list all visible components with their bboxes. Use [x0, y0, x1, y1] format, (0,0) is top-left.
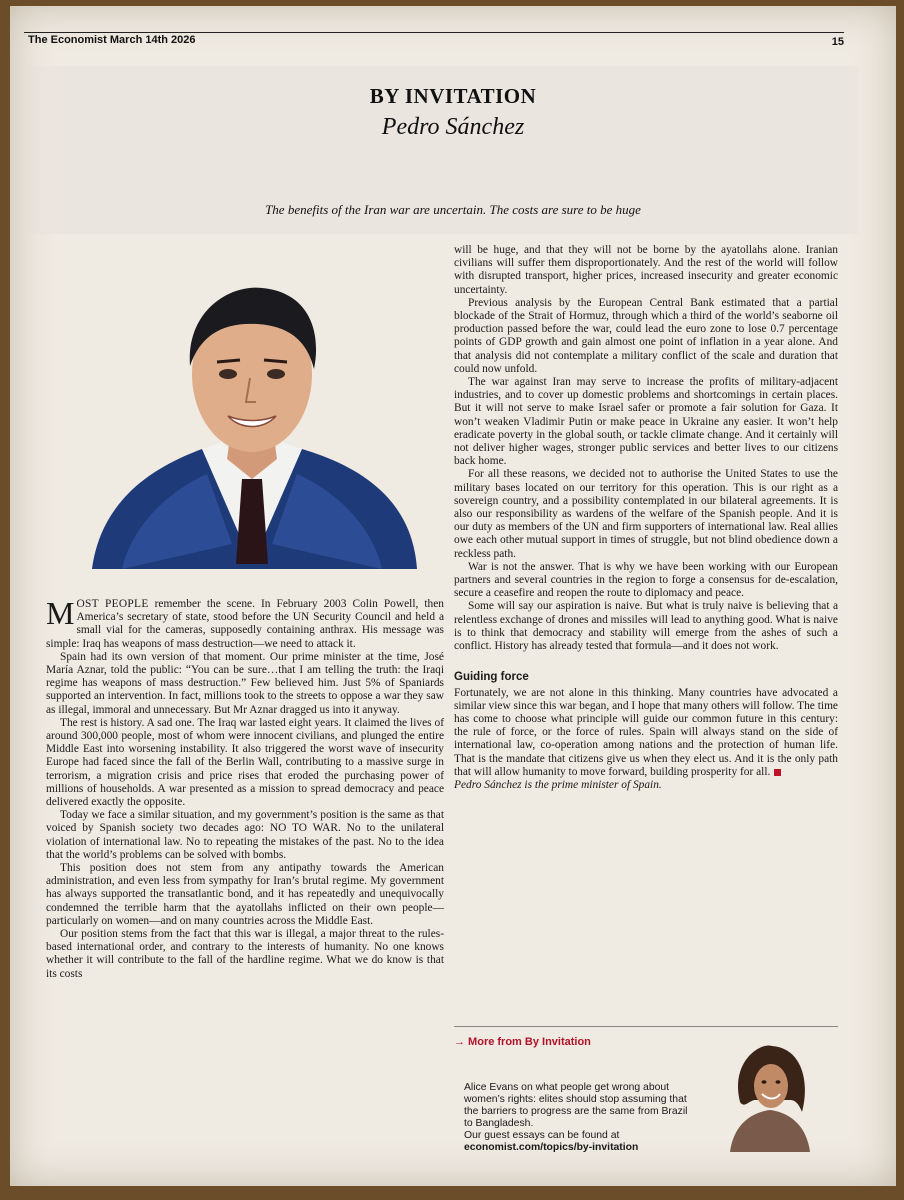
paragraph-text: Fortunately, we are not alone in this thinking. Many countries have advocated a similar view since this war began, and I hope that many others will follow. The time has come to choose what principle will guide our common future in this century: the rule of force, or the force of rules. Spain will always stand on the side of international law, co-operation among nations and the protection of human life. That is the mandate that citizens give us when they elect us. And it is the only path that will allow humanity to move forward, building prosperity for all.	[454, 686, 838, 778]
author-byline: Pedro Sánchez	[381, 114, 525, 140]
paragraph: Our position stems from the fact that this war is illegal, a major threat to the rules-based international order, and contrary to the interests of humanity. No one knows whether it will contribute to the fall of the hardline regime. What we do know is that its costs	[46, 928, 444, 980]
more-from-body	[464, 1082, 696, 1154]
more-divider	[454, 1026, 838, 1027]
paragraph: The war against Iran may serve to increase the profits of military-adjacent industries, and to cover up domestic problems and shortcomings in certain places. But it will not serve to make Israel safer or promote a fair solution for Gaza. It won’t weaken Vladimir Putin or make peace in Ukraine any easier. It won’t help eradicate poverty in the global south, or tackle climate change. And it certainly will not deliver higher wages, stronger public services and better lives to our citizens back home.	[454, 376, 838, 468]
paragraph: Previous analysis by the European Central Bank estimated that a partial blockade of the Strait of Hormuz, through which a third of the world’s seaborne oil production passed before the war, could lead the euro zone to lose 0.7 percentage points of GDP growth and gain almost one point of inflation in a year alone. And that analysis did not contemplate a military conflict of the scale and duration that could now unfold.	[454, 296, 838, 375]
standfirst: The benefits of the Iran war are uncertain. The costs are sure to be huge	[265, 202, 641, 217]
paragraph: War is not the answer. That is why we have been working with our European partners and several countries in the region to forge a consensus for de-escalation, secure a ceasefire and reopen the route to diplomacy and peace.	[454, 560, 838, 600]
related-author-illustration	[710, 1042, 830, 1152]
drop-cap: M	[46, 595, 75, 631]
top-rule	[24, 32, 844, 33]
author-portrait-illustration	[82, 274, 422, 574]
lead-in: OST PEOPLE	[76, 598, 149, 610]
paragraph: This position does not stem from any antipathy towards the American administration, and even less from sympathy for Iran’s brutal regime. My government has always supported the transatlantic bond, and it has repeatedly and unequivocally condemned the terrible harm that the ayatollahs inflicted on their own people—particularly on women—and on many countries across the Middle East.	[46, 862, 444, 927]
paragraph: The rest is history. A sad one. The Iraq war lasted eight years. It claimed the lives of around 300,000 people, most of whom were innocent civilians, and plunged the entire Middle East into worsening instability. It also triggered the worst wave of insecurity Europe had faced since the fall of the Berlin Wall, contributing to a massive surge in terrorism, a migration crisis and price rises that eroded the purchasing power of millions of households. A war presented as a mission to spread democracy and peace delivered exactly the opposite.	[46, 716, 444, 809]
article-column-right	[454, 244, 838, 792]
paragraph: Some will say our aspiration is naive. But what is truly naive is believing that a relentless exchange of drones and missiles will lead to anything good. What is naive is to think that democracy and stability will emerge from the ashes of such a conflict. History has already tested that formula—and it does not work.	[454, 600, 838, 653]
subheading: Guiding force	[454, 671, 529, 684]
masthead: The Economist March 14th 2026	[28, 34, 196, 46]
article-column-left	[46, 595, 444, 981]
author-signoff: Pedro Sánchez is the prime minister of Spain.	[454, 778, 662, 791]
section-title: BY INVITATION	[369, 84, 537, 108]
closing-paragraph	[454, 687, 838, 779]
page-number: 15	[831, 36, 844, 48]
guest-essays-link[interactable]: economist.com/topics/by-invitation	[464, 1142, 639, 1153]
newspaper-page	[10, 6, 896, 1186]
paragraph: Today we face a similar situation, and my government’s position is the same as that voiced by Spanish society two decades ago: NO TO WAR. No to the unilateral violation of international law. No to repeating the mistakes of the past. No to the idea that the world’s problems can be solved with bombs.	[46, 809, 444, 861]
paragraph-text: remember the scene. In February 2003 Colin Powell, then America’s secretary of state, stood before the UN Security Council and held a small vial for the cameras, supposedly containing anthrax. His message was simple: Iraq has weapons of mass destruction—we need to attack it.	[46, 598, 444, 650]
paragraph: Spain had its own version of that moment. Our prime minister at the time, José María Aznar, told the public: “You can be sure…that I am telling the truth: the Iraqi regime has weapons of mass destruction.” Few believed him. Just 5% of Spaniards supported an intervention. In fact, millions took to the streets to oppose a war they saw as illegal, immoral and unnecessary. But Mr Aznar dragged us into it anyway.	[46, 650, 444, 716]
paragraph: will be huge, and that they will not be borne by the ayatollahs alone. Iranian civilians will suffer them disproportionately. And the rest of the world will follow with disrupted transport, higher prices, increased insecurity and greater economic uncertainty.	[454, 244, 838, 296]
paragraph	[46, 595, 444, 651]
paragraph: For all these reasons, we decided not to authorise the United States to use the military bases located on our territory for this operation. This is our right as a sovereign country, and a possibility contemplated in our bilateral agreements. It is also our responsibility as wardens of the welfare of the Spanish people. And it is our duty as members of the UN and firm supporters of international law. Real allies owe each other mutual support in times of struggle, but not blind obedience down a reckless path.	[454, 468, 838, 560]
end-mark-icon	[774, 769, 781, 776]
guest-essays-line: Our guest essays can be found at	[464, 1130, 620, 1141]
related-teaser[interactable]: Alice Evans on what people get wrong about women’s rights: elites should stop assuming that the barriers to progress are the same from Brazil to Bangladesh.	[464, 1082, 688, 1129]
more-from-title[interactable]: → More from By Invitation	[454, 1036, 591, 1048]
